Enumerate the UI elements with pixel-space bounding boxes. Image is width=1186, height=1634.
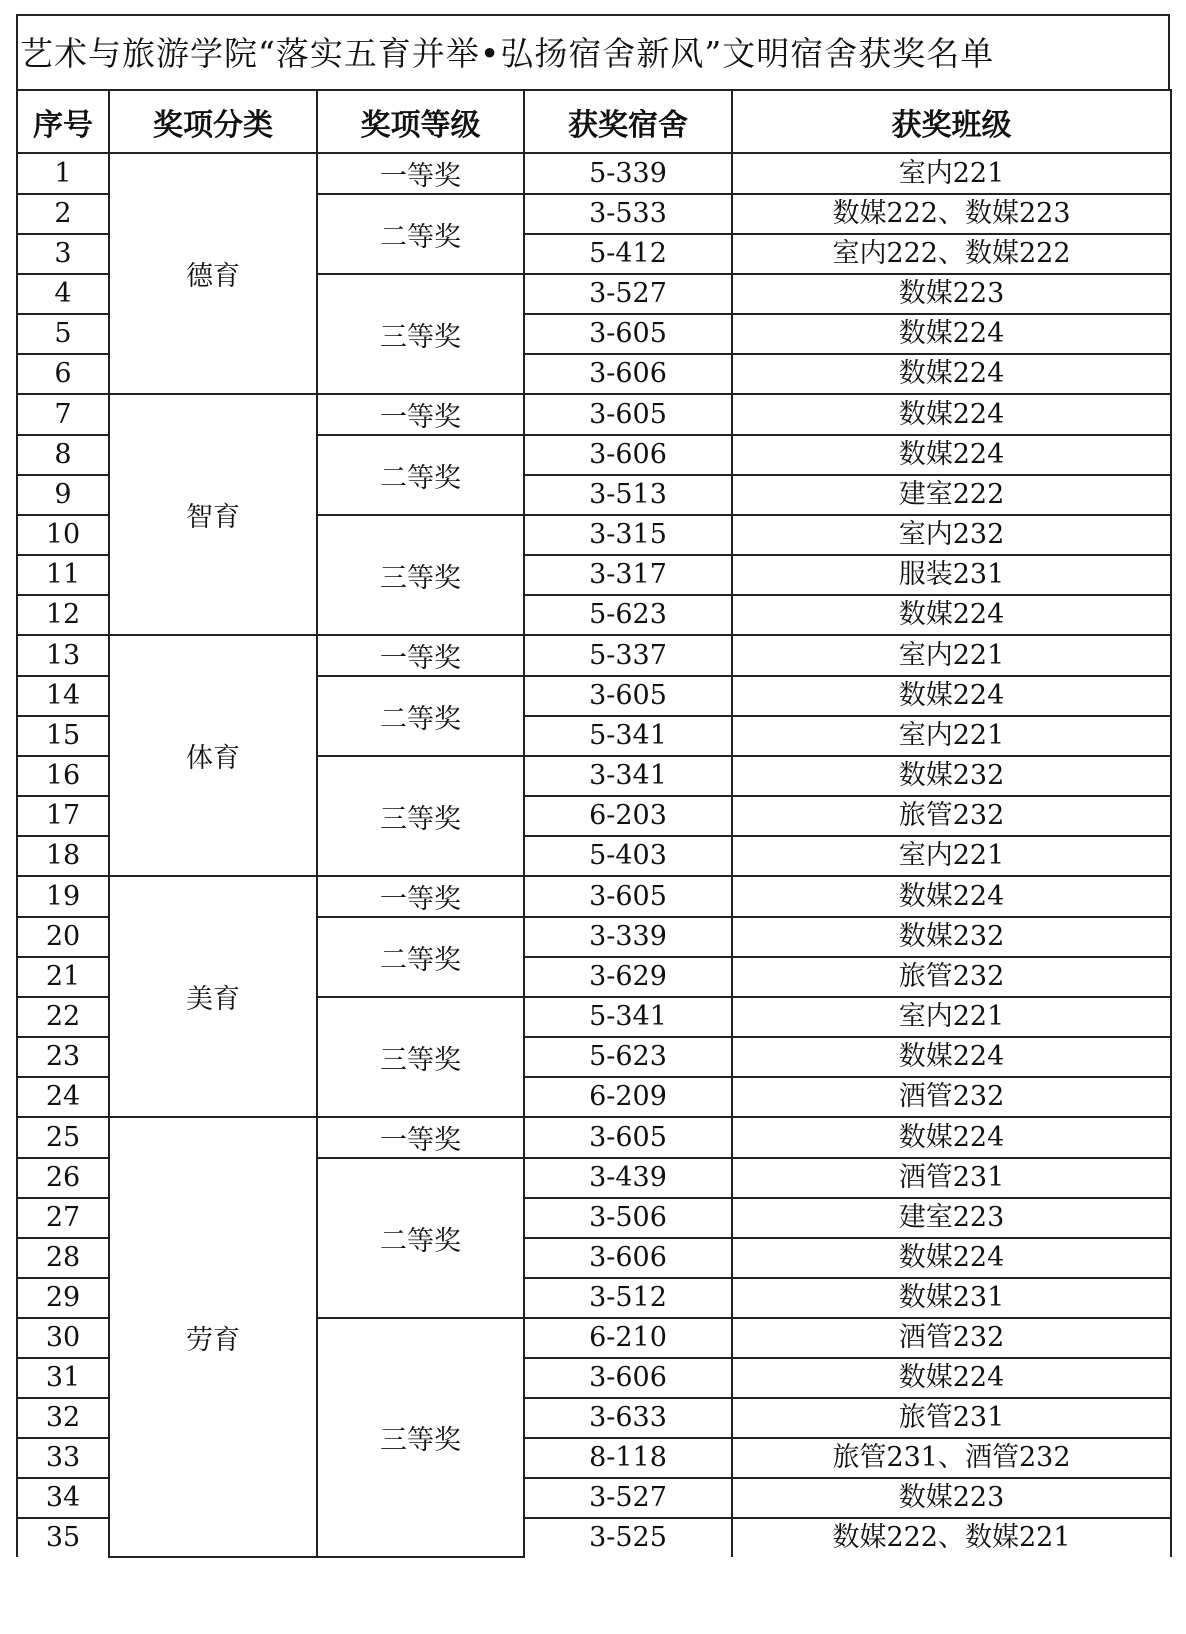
class-cell: 数媒222、数媒223	[732, 194, 1171, 234]
award-level-cell: 一等奖	[317, 394, 524, 435]
category-cell: 体育	[109, 635, 317, 876]
row-index: 21	[17, 957, 109, 997]
row-index: 23	[17, 1037, 109, 1077]
category-cell: 德育	[109, 153, 317, 394]
dorm-cell: 5-341	[524, 997, 732, 1037]
dorm-cell: 3-339	[524, 917, 732, 957]
award-level-cell: 二等奖	[317, 676, 524, 756]
class-cell: 室内221	[732, 997, 1171, 1037]
dorm-cell: 6-203	[524, 796, 732, 836]
class-cell: 数媒224	[732, 354, 1171, 394]
row-index: 34	[17, 1478, 109, 1518]
class-cell: 室内221	[732, 153, 1171, 194]
class-cell: 旅管231、酒管232	[732, 1438, 1171, 1478]
row-index: 7	[17, 394, 109, 435]
dorm-cell: 8-118	[524, 1438, 732, 1478]
dorm-cell: 3-629	[524, 957, 732, 997]
row-index: 8	[17, 435, 109, 475]
table-header-row	[17, 90, 1171, 153]
class-cell: 数媒224	[732, 1037, 1171, 1077]
award-level-cell: 三等奖	[317, 756, 524, 876]
row-index: 26	[17, 1158, 109, 1198]
dorm-cell: 3-527	[524, 274, 732, 314]
dorm-cell: 3-605	[524, 314, 732, 354]
award-level-cell: 三等奖	[317, 1318, 524, 1557]
award-level-cell: 一等奖	[317, 876, 524, 917]
award-level-cell: 二等奖	[317, 194, 524, 274]
row-index: 1	[17, 153, 109, 194]
dorm-cell: 3-341	[524, 756, 732, 796]
dorm-cell: 3-512	[524, 1278, 732, 1318]
class-cell: 数媒224	[732, 435, 1171, 475]
row-index: 27	[17, 1198, 109, 1238]
class-cell: 数媒223	[732, 274, 1171, 314]
column-header-dorm: 获奖宿舍	[524, 90, 732, 153]
table-row	[17, 876, 1171, 917]
dorm-cell: 3-605	[524, 1117, 732, 1158]
row-index: 32	[17, 1398, 109, 1438]
class-cell: 数媒224	[732, 595, 1171, 635]
column-header-class: 获奖班级	[732, 90, 1171, 153]
row-index: 29	[17, 1278, 109, 1318]
category-cell: 劳育	[109, 1117, 317, 1557]
dorm-cell: 3-606	[524, 1358, 732, 1398]
class-cell: 酒管231	[732, 1158, 1171, 1198]
dorm-cell: 5-337	[524, 635, 732, 676]
column-header-index: 序号	[17, 90, 109, 153]
dorm-cell: 3-633	[524, 1398, 732, 1438]
class-cell: 旅管232	[732, 796, 1171, 836]
row-index: 10	[17, 515, 109, 555]
class-cell: 酒管232	[732, 1318, 1171, 1358]
class-cell: 数媒224	[732, 394, 1171, 435]
dorm-cell: 5-623	[524, 595, 732, 635]
class-cell: 建室223	[732, 1198, 1171, 1238]
row-index: 24	[17, 1077, 109, 1117]
dorm-cell: 5-341	[524, 716, 732, 756]
row-index: 5	[17, 314, 109, 354]
row-index: 14	[17, 676, 109, 716]
dorm-cell: 3-605	[524, 676, 732, 716]
award-level-cell: 一等奖	[317, 1117, 524, 1158]
row-index: 19	[17, 876, 109, 917]
dorm-cell: 5-412	[524, 234, 732, 274]
dorm-cell: 3-525	[524, 1518, 732, 1557]
dorm-cell: 3-606	[524, 354, 732, 394]
table-body	[17, 153, 1171, 1557]
award-level-cell: 三等奖	[317, 997, 524, 1117]
dorm-cell: 6-210	[524, 1318, 732, 1358]
award-table	[16, 89, 1172, 1558]
award-level-cell: 二等奖	[317, 1158, 524, 1318]
dorm-cell: 3-605	[524, 394, 732, 435]
class-cell: 数媒232	[732, 917, 1171, 957]
dorm-cell: 3-513	[524, 475, 732, 515]
dorm-cell: 3-315	[524, 515, 732, 555]
dorm-cell: 3-606	[524, 1238, 732, 1278]
class-cell: 数媒224	[732, 1238, 1171, 1278]
class-cell: 室内221	[732, 635, 1171, 676]
row-index: 18	[17, 836, 109, 876]
row-index: 2	[17, 194, 109, 234]
row-index: 20	[17, 917, 109, 957]
dorm-cell: 3-533	[524, 194, 732, 234]
row-index: 25	[17, 1117, 109, 1158]
class-cell: 数媒224	[732, 876, 1171, 917]
row-index: 3	[17, 234, 109, 274]
row-index: 12	[17, 595, 109, 635]
dorm-cell: 3-606	[524, 435, 732, 475]
row-index: 4	[17, 274, 109, 314]
class-cell: 室内232	[732, 515, 1171, 555]
category-cell: 智育	[109, 394, 317, 635]
award-level-cell: 三等奖	[317, 274, 524, 394]
row-index: 15	[17, 716, 109, 756]
class-cell: 数媒224	[732, 1358, 1171, 1398]
class-cell: 建室222	[732, 475, 1171, 515]
table-row	[17, 1117, 1171, 1158]
award-level-cell: 二等奖	[317, 435, 524, 515]
row-index: 30	[17, 1318, 109, 1358]
class-cell: 旅管232	[732, 957, 1171, 997]
class-cell: 数媒224	[732, 676, 1171, 716]
class-cell: 数媒222、数媒221	[732, 1518, 1171, 1557]
document-title: 艺术与旅游学院“落实五育并举•弘扬宿舍新风”文明宿舍获奖名单	[16, 14, 1170, 89]
row-index: 9	[17, 475, 109, 515]
dorm-cell: 5-339	[524, 153, 732, 194]
class-cell: 服装231	[732, 555, 1171, 595]
category-cell: 美育	[109, 876, 317, 1117]
class-cell: 旅管231	[732, 1398, 1171, 1438]
row-index: 28	[17, 1238, 109, 1278]
award-document	[16, 14, 1170, 1558]
dorm-cell: 3-317	[524, 555, 732, 595]
class-cell: 数媒223	[732, 1478, 1171, 1518]
award-level-cell: 三等奖	[317, 515, 524, 635]
class-cell: 数媒224	[732, 1117, 1171, 1158]
class-cell: 数媒224	[732, 314, 1171, 354]
dorm-cell: 5-623	[524, 1037, 732, 1077]
row-index: 31	[17, 1358, 109, 1398]
row-index: 16	[17, 756, 109, 796]
class-cell: 室内221	[732, 836, 1171, 876]
row-index: 6	[17, 354, 109, 394]
row-index: 17	[17, 796, 109, 836]
dorm-cell: 3-506	[524, 1198, 732, 1238]
award-level-cell: 一等奖	[317, 635, 524, 676]
award-level-cell: 一等奖	[317, 153, 524, 194]
dorm-cell: 5-403	[524, 836, 732, 876]
row-index: 13	[17, 635, 109, 676]
award-level-cell: 二等奖	[317, 917, 524, 997]
dorm-cell: 3-605	[524, 876, 732, 917]
dorm-cell: 3-439	[524, 1158, 732, 1198]
dorm-cell: 6-209	[524, 1077, 732, 1117]
class-cell: 数媒232	[732, 756, 1171, 796]
row-index: 33	[17, 1438, 109, 1478]
class-cell: 室内222、数媒222	[732, 234, 1171, 274]
column-header-category: 奖项分类	[109, 90, 317, 153]
class-cell: 室内221	[732, 716, 1171, 756]
table-row	[17, 635, 1171, 676]
column-header-level: 奖项等级	[317, 90, 524, 153]
table-row	[17, 153, 1171, 194]
class-cell: 酒管232	[732, 1077, 1171, 1117]
dorm-cell: 3-527	[524, 1478, 732, 1518]
row-index: 22	[17, 997, 109, 1037]
class-cell: 数媒231	[732, 1278, 1171, 1318]
row-index: 35	[17, 1518, 109, 1557]
table-row	[17, 394, 1171, 435]
row-index: 11	[17, 555, 109, 595]
